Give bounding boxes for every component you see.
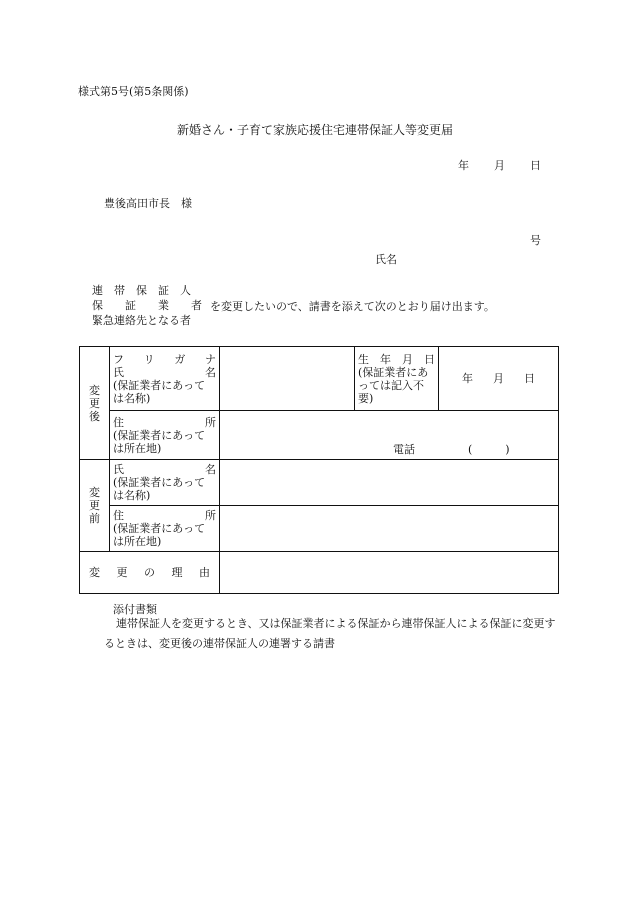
- reason-field[interactable]: [220, 552, 559, 594]
- after-change-label: 変 更 後: [80, 347, 110, 460]
- attachments-title: 添付書類: [113, 603, 157, 616]
- attachments-body: 連帯保証人を変更するとき、又は保証業者による保証から連帯保証人による保証に変更するときは、変更後の連帯保証人の連署する請書: [104, 617, 556, 650]
- dob-year: 年: [462, 372, 473, 385]
- before-address-field[interactable]: [220, 506, 559, 552]
- date-year: 年: [458, 159, 469, 172]
- address-label: 住 所: [113, 509, 216, 522]
- document-title: 新婚さん・子育て家族応援住宅連帯保証人等変更届: [176, 123, 453, 137]
- after-name-field[interactable]: [220, 347, 355, 411]
- dob-day: 日: [524, 372, 535, 385]
- before-name-header: [110, 460, 220, 506]
- date-month: 月: [494, 159, 505, 172]
- name-label: 氏 名: [113, 365, 216, 379]
- statement: を変更したいので、請書を添えて次のとおり届け出ます。: [210, 300, 495, 313]
- name-note: (保証業者にあっては名称): [113, 476, 206, 502]
- change-form-table: [79, 346, 559, 594]
- role-guarantee-company: 保 証 業 者: [92, 299, 202, 312]
- dob-field[interactable]: [439, 347, 559, 411]
- dob-note: (保証業者にあっては記入不要): [358, 365, 429, 405]
- address-note: (保証業者にあっては所在地): [113, 522, 206, 548]
- phone-field: [393, 443, 510, 456]
- address-note: (保証業者にあっては所在地): [113, 428, 206, 455]
- form-number: 様式第5号(第5条関係): [78, 85, 189, 98]
- reason-header: [80, 552, 220, 594]
- number-label: 号: [530, 234, 541, 247]
- phone-area-code: ( ): [468, 443, 510, 456]
- date-day: 日: [530, 159, 541, 172]
- addressee: 豊後高田市長 様: [104, 197, 192, 210]
- name-note: (保証業者にあっては名称): [113, 378, 206, 405]
- address-label: 住 所: [113, 415, 216, 429]
- dob-header: [355, 347, 439, 411]
- after-address-header: [110, 411, 220, 460]
- furigana-label: フ リ ガ ナ: [113, 352, 216, 366]
- applicant-name-label: 氏名: [375, 253, 397, 266]
- name-label: 氏 名: [113, 463, 216, 476]
- after-name-header: [110, 347, 220, 411]
- role-joint-guarantor: 連 帯 保 証 人: [92, 284, 191, 297]
- role-list: [92, 283, 202, 328]
- after-address-field[interactable]: [220, 411, 559, 460]
- role-emergency-contact: 緊急連絡先となる者: [92, 314, 191, 327]
- dob-month: 月: [493, 372, 504, 385]
- before-name-field[interactable]: [220, 460, 559, 506]
- reason-label: 変 更 の 理 由: [89, 566, 210, 579]
- before-address-header: [110, 506, 220, 552]
- before-change-label: 変 更 前: [80, 460, 110, 552]
- dob-label: 生 年 月 日: [358, 352, 435, 366]
- phone-label: 電話: [393, 443, 415, 456]
